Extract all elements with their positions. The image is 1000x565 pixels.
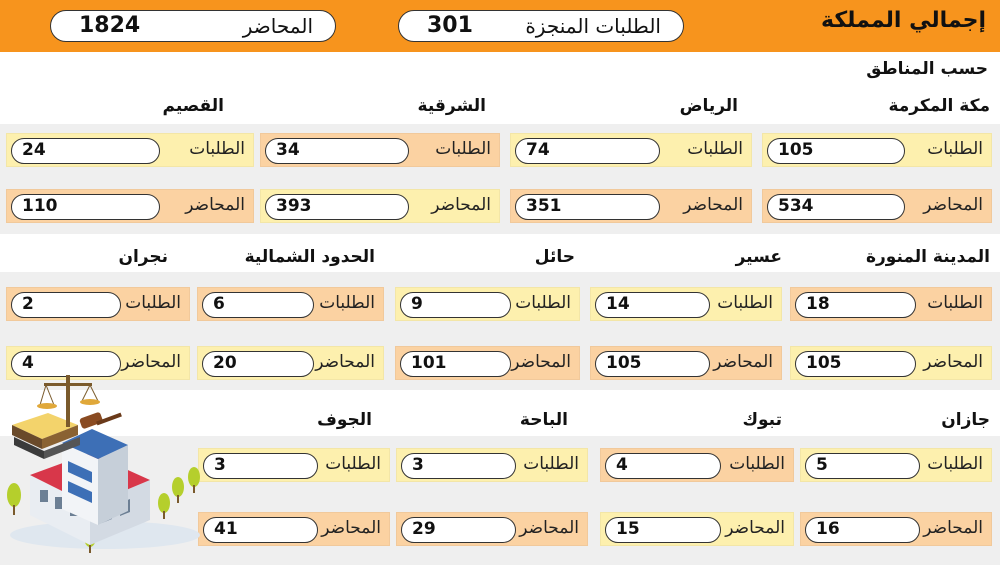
region-requests-pill [805, 453, 920, 479]
region-requests-pill [265, 138, 409, 164]
region-requests-label: الطلبات [125, 293, 181, 313]
region-name: الشرقية [417, 96, 486, 116]
region-records-cell [395, 346, 580, 380]
region-requests-label: الطلبات [189, 139, 245, 159]
kingdom-total-title: إجمالي المملكة [821, 8, 986, 33]
region-name: المدينة المنورة [865, 247, 990, 267]
region-requests-value: 9 [411, 294, 423, 314]
region-records-value: 4 [22, 353, 34, 373]
region-requests-pill [11, 292, 121, 318]
region-requests-value: 105 [778, 140, 814, 160]
region-requests-value: 24 [22, 140, 46, 160]
region-records-value: 110 [22, 196, 58, 216]
region-requests-label: الطلبات [515, 293, 571, 313]
region-records-pill [202, 351, 314, 377]
region-name: الرياض [679, 96, 738, 116]
region-records-label: المحاضر [923, 352, 983, 372]
region-records-label: المحاضر [923, 518, 983, 538]
region-requests-pill [401, 453, 516, 479]
region-name: تبوك [742, 410, 782, 430]
region-name: الجوف [317, 410, 372, 430]
region-requests-pill [605, 453, 721, 479]
region-records-pill [595, 351, 710, 377]
region-requests-value: 6 [213, 294, 225, 314]
region-requests-pill [11, 138, 160, 164]
region-requests-value: 3 [214, 455, 226, 475]
region-requests-label: الطلبات [717, 293, 773, 313]
region-requests-value: 18 [806, 294, 830, 314]
region-records-pill [767, 194, 905, 220]
region-records-pill [265, 194, 409, 220]
records-total-value: 1824 [79, 13, 141, 38]
region-requests-value: 34 [276, 140, 300, 160]
region-requests-cell [800, 448, 992, 482]
region-requests-label: الطلبات [687, 139, 743, 159]
region-records-pill [401, 517, 516, 543]
region-records-value: 16 [816, 519, 840, 539]
records-total-label: المحاضر [242, 14, 313, 38]
by-regions-subtitle: حسب المناطق [866, 59, 988, 79]
records-total-pill [50, 10, 336, 42]
region-requests-value: 14 [606, 294, 630, 314]
region-requests-label: الطلبات [729, 454, 785, 474]
region-requests-label: الطلبات [927, 139, 983, 159]
region-name: عسير [735, 247, 782, 267]
region-requests-cell [6, 133, 254, 167]
region-requests-value: 4 [616, 455, 628, 475]
region-records-cell [197, 346, 384, 380]
region-requests-cell [790, 287, 992, 321]
region-records-label: المحاضر [725, 518, 785, 538]
region-requests-value: 2 [22, 294, 34, 314]
region-records-label: المحاضر [321, 518, 381, 538]
region-records-value: 20 [213, 353, 237, 373]
region-records-label: المحاضر [121, 352, 181, 372]
region-records-value: 101 [411, 353, 447, 373]
region-name: نجران [118, 247, 168, 267]
region-records-pill [203, 517, 318, 543]
region-requests-pill [203, 453, 318, 479]
region-requests-label: الطلبات [435, 139, 491, 159]
region-requests-value: 3 [412, 455, 424, 475]
region-requests-value: 74 [526, 140, 550, 160]
region-records-pill [400, 351, 511, 377]
requests-total-label: الطلبات المنجزة [525, 14, 661, 38]
region-records-value: 393 [276, 196, 312, 216]
region-requests-cell [395, 287, 580, 321]
region-records-value: 15 [616, 519, 640, 539]
region-records-cell [590, 346, 782, 380]
requests-total-value: 301 [427, 13, 473, 38]
region-requests-cell [198, 448, 390, 482]
region-requests-label: الطلبات [319, 293, 375, 313]
region-requests-cell [6, 287, 190, 321]
region-records-label: المحاضر [519, 518, 579, 538]
region-records-cell [510, 189, 752, 223]
region-requests-cell [590, 287, 782, 321]
region-records-label: المحاضر [431, 195, 491, 215]
region-requests-label: الطلبات [927, 293, 983, 313]
region-name: حائل [534, 247, 575, 267]
region-requests-label: الطلبات [325, 454, 381, 474]
region-requests-pill [595, 292, 710, 318]
region-requests-label: الطلبات [523, 454, 579, 474]
region-requests-value: 5 [816, 455, 828, 475]
region-records-label: المحاضر [315, 352, 375, 372]
region-requests-cell [396, 448, 588, 482]
region-name: مكة المكرمة [888, 96, 990, 116]
region-name: جازان [941, 410, 990, 430]
region-records-cell [790, 346, 992, 380]
region-records-value: 534 [778, 196, 814, 216]
region-records-label: المحاضر [511, 352, 571, 372]
region-records-pill [515, 194, 660, 220]
region-records-cell [762, 189, 992, 223]
region-records-cell [600, 512, 794, 546]
region-records-pill [605, 517, 721, 543]
region-name: القصيم [162, 96, 224, 116]
region-records-value: 105 [606, 353, 642, 373]
region-requests-pill [795, 292, 916, 318]
region-records-cell [260, 189, 500, 223]
header-bar [0, 0, 1000, 52]
region-requests-pill [202, 292, 314, 318]
region-requests-pill [515, 138, 660, 164]
region-name: الحدود الشمالية [244, 247, 375, 267]
region-records-pill [805, 517, 920, 543]
region-records-cell [6, 189, 254, 223]
region-requests-cell [197, 287, 384, 321]
region-records-cell [800, 512, 992, 546]
region-name: الباحة [519, 410, 568, 430]
region-records-cell [396, 512, 588, 546]
region-requests-cell [510, 133, 752, 167]
region-requests-cell [600, 448, 794, 482]
region-requests-cell [762, 133, 992, 167]
region-requests-cell [260, 133, 500, 167]
courthouse-illustration [0, 365, 210, 565]
region-records-cell [198, 512, 390, 546]
region-records-label: المحاضر [185, 195, 245, 215]
region-requests-pill [400, 292, 511, 318]
region-records-pill [795, 351, 916, 377]
region-records-value: 29 [412, 519, 436, 539]
region-records-value: 105 [806, 353, 842, 373]
region-records-label: المحاضر [713, 352, 773, 372]
region-records-label: المحاضر [683, 195, 743, 215]
region-records-label: المحاضر [923, 195, 983, 215]
region-requests-pill [767, 138, 905, 164]
region-records-pill [11, 194, 160, 220]
region-records-value: 351 [526, 196, 562, 216]
requests-total-pill [398, 10, 684, 42]
region-requests-label: الطلبات [927, 454, 983, 474]
region-records-value: 41 [214, 519, 238, 539]
